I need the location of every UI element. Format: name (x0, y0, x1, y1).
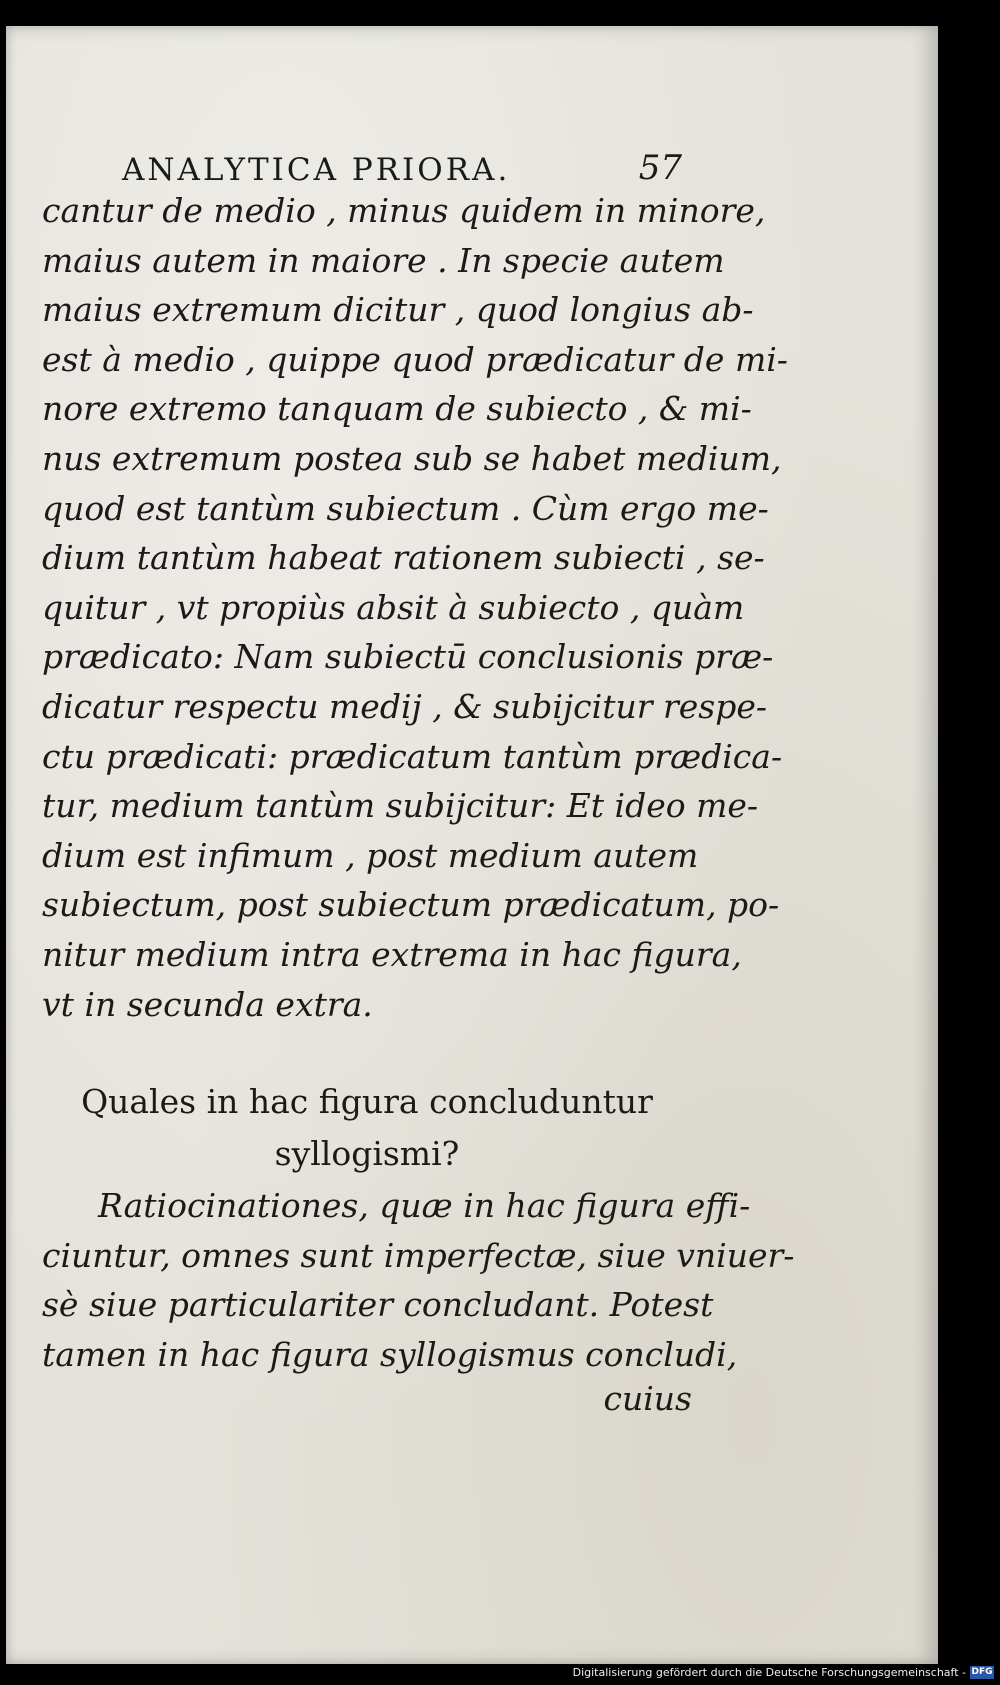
text-line: quod est tantùm subiectum . Cùm ergo me- (42, 488, 769, 528)
digitization-footer (573, 1663, 994, 1681)
text-line: ctu prædicati: prædicatum tantùm prædica- (42, 736, 783, 776)
section-heading-line: syllogismi? (274, 1134, 460, 1173)
text-line: dium est infimum , post medium autem (42, 835, 699, 875)
text-line: ciuntur, omnes sunt imperfectæ, siue vniuer- (42, 1235, 795, 1275)
paragraph (42, 1181, 795, 1379)
text-line: est à medio , quippe quod prædicatur de mi- (42, 339, 788, 379)
text-line: dium tantùm habeat rationem subiecti , se- (42, 538, 765, 578)
dfg-logo-icon: DFG (971, 1667, 993, 1677)
text-line: tamen in hac figura syllogismus concludi, (42, 1334, 738, 1374)
section-heading-line: Quales in hac figura concluduntur (81, 1082, 653, 1121)
text-line: nus extremum postea sub se habet medium, (42, 438, 782, 478)
page-header (122, 124, 682, 188)
text-line: Ratiocinationes, quæ in hac figura effi- (98, 1186, 751, 1225)
body-text (42, 186, 788, 1029)
text-line: subiectum, post subiectum prædicatum, po- (42, 885, 780, 925)
text-line: nore extremo tanquam de subiecto , & mi- (42, 389, 752, 429)
section-heading (42, 1076, 692, 1180)
running-head: ANALYTICA PRIORA. (122, 152, 511, 188)
text-line: dicatur respectu medij , & subijcitur respe- (42, 686, 768, 726)
text-line: maius autem in maiore . In specie autem (42, 240, 725, 280)
text-line: quitur , vt propiùs absit à subiecto , quàm (42, 587, 745, 627)
text-line: cantur de medio , minus quidem in minore, (42, 191, 766, 230)
page-number: 57 (638, 148, 682, 188)
text-line: tur, medium tantùm subijcitur: Et ideo me- (42, 786, 759, 826)
text-line: prædicato: Nam subiectū conclusionis præ- (42, 637, 774, 677)
text-line: vt in secunda extra. (42, 984, 373, 1024)
text-line: sè siue particulariter concludant. Potest (42, 1285, 714, 1325)
funding-credit: Digitalisierung gefördert durch die Deutsche Forschungsgemeinschaft - (572, 1665, 966, 1679)
catchword: cuius (603, 1379, 692, 1418)
book-page (6, 26, 938, 1664)
text-line: maius extremum dicitur , quod longius ab- (42, 290, 754, 330)
text-line: nitur medium intra extrema in hac figura, (42, 934, 742, 974)
